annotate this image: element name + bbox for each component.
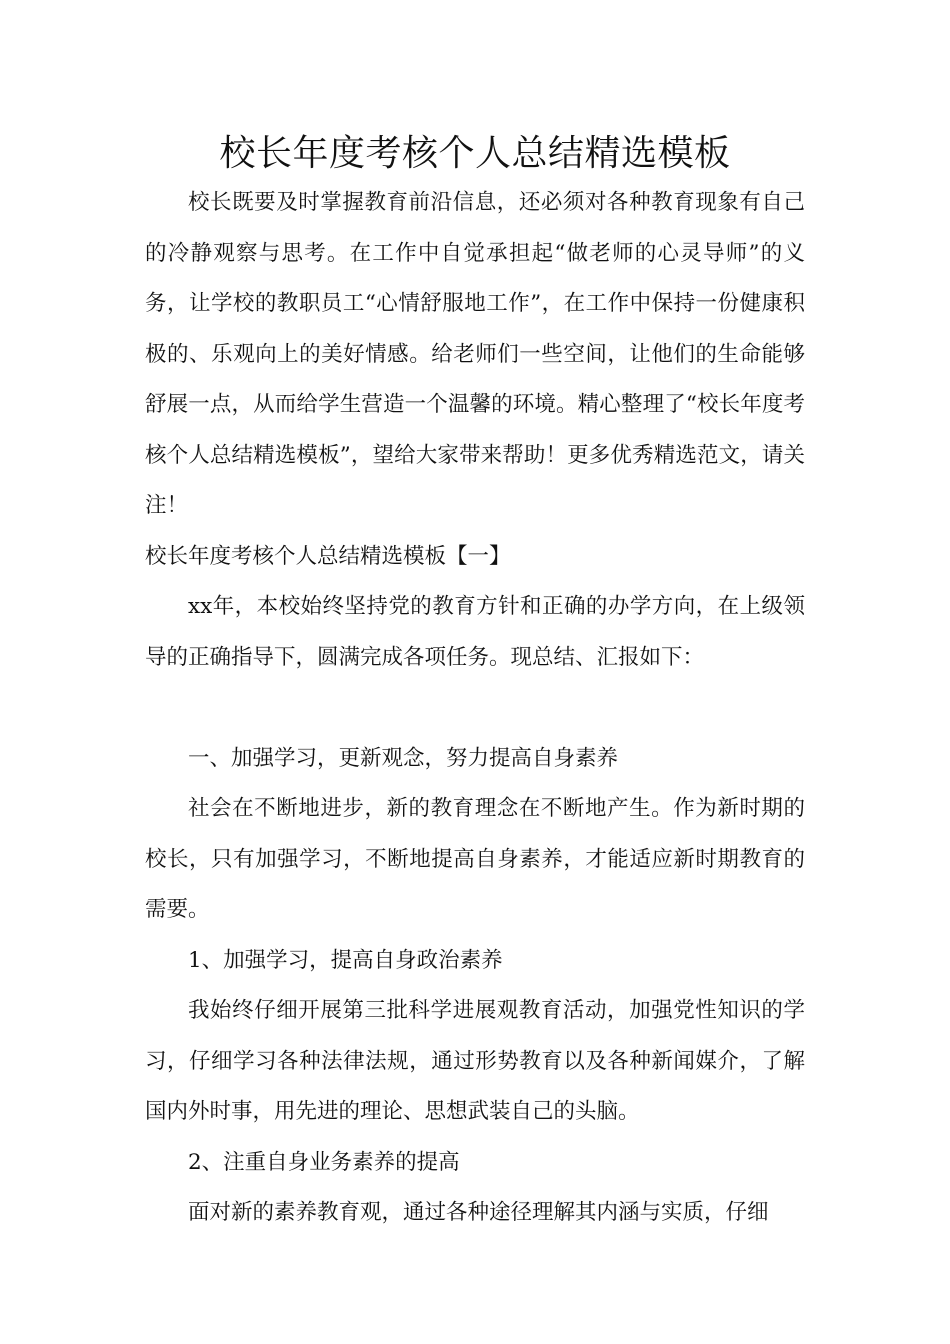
opening-paragraph: xx年，本校始终坚持党的教育方针和正确的办学方向，在上级领导的正确指导下，圆满完成各项任务。现总结、汇报如下： bbox=[145, 594, 805, 670]
document-body bbox=[145, 178, 805, 1239]
document-title: 校长年度考核个人总结精选模板 bbox=[219, 133, 731, 174]
intro-paragraph: 校长既要及时掌握教育前沿信息，还必须对各种教育现象有自己的冷静观察与思考。在工作中自觉承担起“做老师的心灵导师”的义务，让学校的教职员工“心情舒服地工作”，在工作中保持一份健康积极的、乐观向上的美好情感。给老师们一些空间，让他们的生命能够舒展一点，从而给学生营造一个温馨的环境。精心整理了“校长年度考核个人总结精选模板”，望给大家带来帮助！更多优秀精选范文，请关注！ bbox=[145, 190, 805, 518]
subheading-two: 2、注重自身业务素养的提高 bbox=[188, 1149, 460, 1175]
paragraph-two: 我始终仔细开展第三批科学进展观教育活动，加强党性知识的学习，仔细学习各种法律法规，通过形势教育以及各种新闻媒介，了解国内外时事，用先进的理论、思想武装自己的头脑。 bbox=[145, 998, 805, 1124]
heading-one: 一、加强学习，更新观念，努力提高自身素养 bbox=[188, 745, 619, 771]
section-heading: 校长年度考核个人总结精选模板【一】 bbox=[145, 543, 511, 569]
subheading-one: 1、加强学习，提高自身政治素养 bbox=[188, 947, 503, 973]
paragraph-one: 社会在不断地进步，新的教育理念在不断地产生。作为新时期的校长，只有加强学习，不断地提高自身素养，才能适应新时期教育的需要。 bbox=[145, 796, 805, 922]
paragraph-three: 面对新的素养教育观，通过各种途径理解其内涵与实质，仔细 bbox=[188, 1200, 769, 1225]
blank-line bbox=[145, 683, 805, 734]
